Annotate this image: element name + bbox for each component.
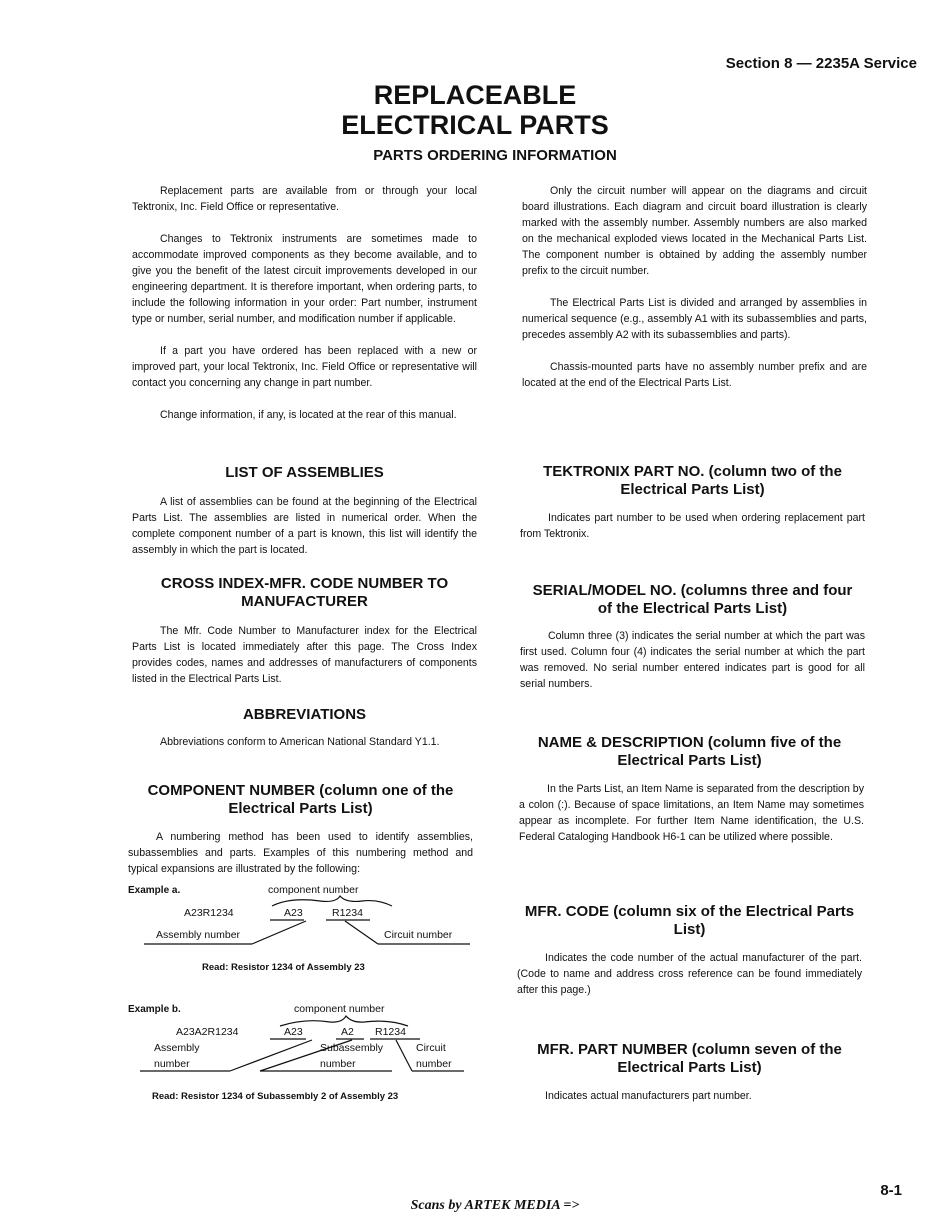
- heading-component-number: [128, 782, 473, 818]
- heading-component-number-line-2: Electrical Parts List): [228, 800, 373, 817]
- right-intro: [522, 183, 867, 391]
- example-a-circuit-number: Circuit number: [384, 929, 453, 941]
- example-b-assembly-label-2: number: [154, 1058, 190, 1070]
- example-b-full-number: A23A2R1234: [176, 1026, 239, 1038]
- example-b-sub-label-2: number: [320, 1058, 356, 1070]
- cross-index-text: [132, 623, 477, 687]
- tektronix-part-no-text: [520, 510, 865, 542]
- example-b-assembly: A23: [284, 1026, 303, 1038]
- title-line-1: REPLACEABLE: [373, 80, 577, 110]
- left-paragraph-1: Replacement parts are available from or through your local Tektronix, Inc. Field Office or representative.: [132, 185, 477, 213]
- assemblies-text: [132, 494, 477, 558]
- example-a-read: Read: Resistor 1234 of Assembly 23: [202, 962, 365, 973]
- mfr-part-number-paragraph: Indicates actual manufacturers part number.: [545, 1090, 752, 1102]
- heading-tektronix-part-no: [520, 463, 865, 499]
- example-a-component-number: component number: [268, 884, 359, 896]
- example-a-circuit: R1234: [332, 907, 363, 919]
- example-b-diagram: [130, 1012, 475, 1076]
- right-paragraph-3: Chassis-mounted parts have no assembly number prefix and are located at the end of the Electrical Parts List.: [522, 361, 867, 389]
- abbreviations-paragraph: Abbreviations conform to American National Standard Y1.1.: [160, 736, 440, 748]
- example-b-read: Read: Resistor 1234 of Subassembly 2 of Assembly 23: [152, 1091, 399, 1102]
- example-b-circuit: R1234: [375, 1026, 406, 1038]
- mfr-code-paragraph: Indicates the code number of the actual manufacturer of the part. (Code to name and address cross reference can be found immediately after this page.): [517, 952, 862, 996]
- example-a-full-number: A23R1234: [184, 907, 234, 919]
- example-b-component-number: component number: [294, 1003, 385, 1015]
- example-b-circuit-label-1: Circuit: [416, 1042, 446, 1054]
- example-b-assembly-label-1: Assembly: [154, 1042, 200, 1054]
- left-paragraph-4: Change information, if any, is located at the rear of this manual.: [160, 409, 457, 421]
- left-paragraph-2: Changes to Tektronix instruments are sometimes made to accommodate improved components as they become available, and to give you the benefit of the latest circuit improvements developed in our engineering department. It is therefore important, when ordering parts, to include the following information in your order: Part number, instrument type or number, serial number, and modification number if applicable.: [132, 233, 477, 325]
- abbreviations-text: [132, 734, 477, 750]
- heading-mfr-code-line-1: MFR. CODE (column six of the Electrical Parts: [524, 903, 855, 920]
- heading-mfr-code: [517, 903, 862, 939]
- title-line-2: ELECTRICAL PARTS: [341, 110, 609, 140]
- component-number-paragraph: A numbering method has been used to identify assemblies, subassemblies and parts. Examples of this numbering method and typical expansions are illustrated by the following:: [128, 831, 473, 875]
- heading-mfr-part-number-line-1: MFR. PART NUMBER (column seven of the: [537, 1041, 842, 1058]
- heading-abbreviations: ABBREVIATIONS: [242, 706, 367, 723]
- scan-credit: Scans by ARTEK MEDIA =>: [410, 1198, 580, 1213]
- example-a-assembly: A23: [284, 907, 303, 919]
- heading-component-number-line-1: COMPONENT NUMBER (column one of the: [147, 782, 454, 799]
- heading-serial-model-line-2: of the Electrical Parts List): [597, 600, 788, 617]
- heading-name-description: [517, 734, 862, 770]
- right-paragraph-2: The Electrical Parts List is divided and arranged by assemblies in numerical sequence (e.g., assembly A1 with its subassemblies and parts, precedes assembly A2 with its subassemblies and parts).: [522, 297, 867, 341]
- tektronix-part-no-paragraph: Indicates part number to be used when ordering replacement part from Tektronix.: [520, 512, 865, 540]
- page-subtitle: PARTS ORDERING INFORMATION: [373, 147, 617, 164]
- heading-mfr-part-number: [517, 1041, 862, 1077]
- example-a-diagram: [140, 893, 480, 953]
- heading-tektronix-part-no-line-1: TEKTRONIX PART NO. (column two of the: [543, 463, 842, 480]
- example-b-circuit-label-2: number: [416, 1058, 452, 1070]
- example-a-assembly-number: Assembly number: [156, 929, 241, 941]
- page-number: 8-1: [880, 1182, 902, 1199]
- serial-model-text: [520, 628, 865, 692]
- heading-mfr-part-number-line-2: Electrical Parts List): [617, 1059, 762, 1076]
- heading-serial-model-line-1: SERIAL/MODEL NO. (columns three and four: [532, 582, 853, 599]
- example-a-label: Example a.: [128, 885, 181, 896]
- left-paragraph-3: If a part you have ordered has been replaced with a new or improved part, your local Tektronix, Inc. Field Office or representative will contact you concerning any change in part number.: [132, 345, 477, 389]
- heading-cross-index: [132, 575, 477, 611]
- right-paragraph-1: Only the circuit number will appear on the diagrams and circuit board illustrations. Each diagram and circuit board illustration is clearly marked with the assembly number. Assembly numbers are also marked on the mechanical exploded views located in the Mechanical Parts List. The component number is obtained by adding the assembly number prefix to the circuit number.: [522, 185, 867, 277]
- page-title: [0, 80, 950, 140]
- serial-model-paragraph: Column three (3) indicates the serial number at which the part was first used. Column four (4) indicates the serial number at which the part was removed. No serial number entered indicates part is good for all serial numbers.: [520, 630, 865, 690]
- name-description-text: [519, 781, 864, 845]
- example-b-label: Example b.: [128, 1004, 181, 1015]
- heading-list-of-assemblies: LIST OF ASSEMBLIES: [225, 464, 384, 481]
- heading-cross-index-line-1: CROSS INDEX-MFR. CODE NUMBER TO: [160, 575, 449, 592]
- mfr-part-number-text: [517, 1088, 862, 1104]
- heading-mfr-code-line-2: List): [673, 921, 706, 938]
- cross-index-paragraph: The Mfr. Code Number to Manufacturer index for the Electrical Parts List is located immediately after this page. The Cross Index provides codes, names and addresses of manufacturers of components listed in the Electrical Parts List.: [132, 625, 477, 685]
- component-number-text: [128, 829, 473, 877]
- heading-name-description-line-2: Electrical Parts List): [617, 752, 762, 769]
- mfr-code-text: [517, 950, 862, 998]
- name-description-paragraph: In the Parts List, an Item Name is separated from the description by a colon (:). Because of space limitations, an Item Name may sometimes appear as incomplete. For further Item Name identification, the U.S. Federal Cataloging Handbook H6-1 can be utilized where possible.: [519, 783, 864, 843]
- assemblies-paragraph: A list of assemblies can be found at the beginning of the Electrical Parts List. The assemblies are listed in numerical order. When the complete component number of a part is known, this list will identify the assembly in which the part is located.: [132, 496, 477, 556]
- heading-cross-index-line-2: MANUFACTURER: [241, 593, 368, 610]
- section-header: Section 8 — 2235A Service: [725, 55, 917, 72]
- left-intro: [132, 183, 477, 423]
- example-b-subassembly: A2: [341, 1026, 354, 1038]
- heading-serial-model: [520, 582, 865, 618]
- example-b-sub-label-1: Subassembly: [320, 1042, 384, 1054]
- heading-name-description-line-1: NAME & DESCRIPTION (column five of the: [537, 734, 842, 751]
- heading-tektronix-part-no-line-2: Electrical Parts List): [620, 481, 765, 498]
